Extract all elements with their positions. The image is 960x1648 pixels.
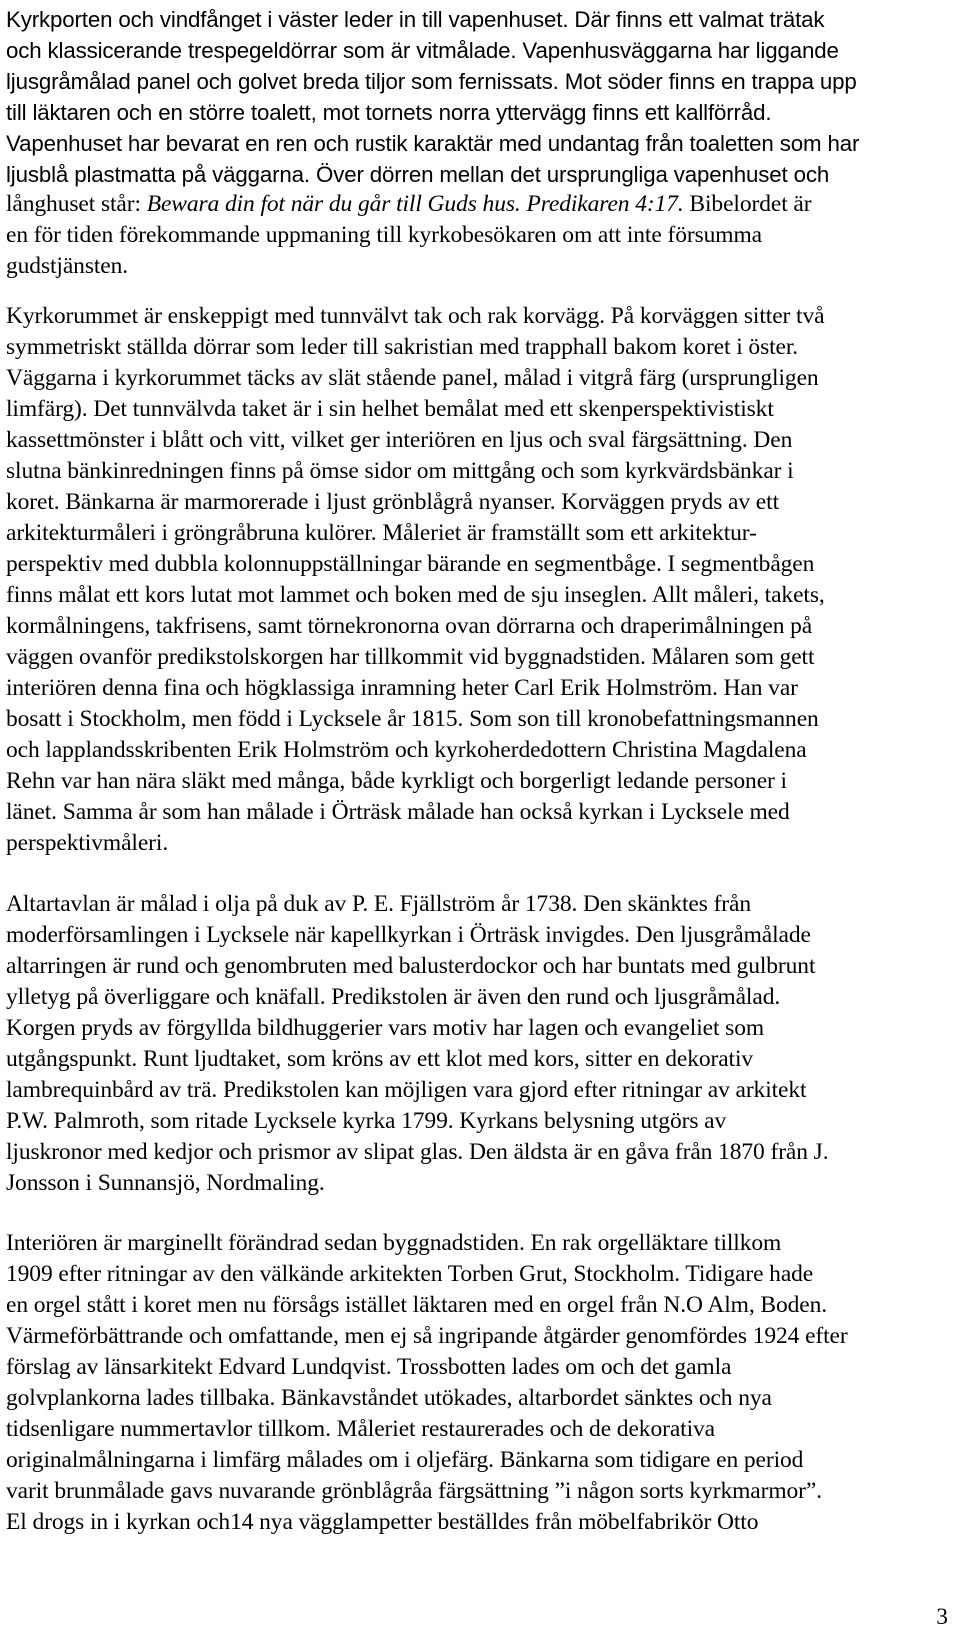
text-line: arkitekturmåleri i gröngråbruna kulörer. Måleriet är framställt som ett arkitektur- — [6, 520, 757, 546]
text-line: ljuskronor med kedjor och prismor av slipat glas. Den äldsta är en gåva från 1870 från J. — [6, 1139, 829, 1165]
text-line: utgångspunkt. Runt ljudtaket, som kröns av ett klot med kors, sitter en dekorativ — [6, 1046, 754, 1072]
text-line: koret. Bänkarna är marmorerade i ljust grönblågrå nyanser. Korväggen pryds av ett — [6, 489, 780, 515]
text-line: ljusgråmålad panel och golvet breda tiljor som fernissats. Mot söder finns en trappa upp — [6, 69, 857, 94]
text-line: 1909 efter ritningar av den välkände arkitekten Torben Grut, Stockholm. Tidigare hade — [6, 1261, 814, 1287]
bible-quote: Bewara din fot när du går till Guds hus. Predikaren 4:17. — [146, 191, 684, 217]
text-line: golvplankorna lades tillbaka. Bänkavståndet utökades, altarbordet sänktes och nya — [6, 1385, 772, 1411]
text-line: Rehn var han nära släkt med många, både kyrkligt och borgerligt ledande personer i — [6, 768, 787, 794]
text-line: Korgen pryds av förgyllda bildhuggerier vars motiv har lagen och evangeliet som — [6, 1015, 765, 1041]
text-line: Vapenhuset har bevarat en ren och rustik karaktär med undantag från toaletten som har — [6, 131, 860, 156]
text-line: slutna bänkinredningen finns på ömse sidor om mittgång och som kyrkvärdsbänkar i — [6, 458, 794, 484]
text-line: finns målat ett kors lutat mot lammet och boken med de sju inseglen. Allt måleri, takets, — [6, 582, 825, 608]
text-line: altarringen är rund och genombruten med balusterdockor och har buntats med gulbrunt — [6, 953, 816, 979]
text-line: moderförsamlingen i Lycksele när kapellkyrkan i Örträsk invigdes. Den ljusgråmålade — [6, 922, 811, 948]
page-number: 3 — [936, 1604, 948, 1630]
text-line: originalmålningarna i limfärg målades om i oljefärg. Bänkarna som tidigare en period — [6, 1447, 804, 1473]
text-line: Altartavlan är målad i olja på duk av P. E. Fjällström år 1738. Den skänktes från — [6, 891, 752, 917]
text-line: kassettmönster i blått och vitt, vilket ger interiören en ljus och sval färgsättning. Den — [6, 427, 793, 453]
text-line: perspektivmåleri. — [6, 830, 169, 856]
text-line: varit brunmålade gavs nuvarande grönblågråa färgsättning ”i någon sorts kyrkmarmor”. — [6, 1478, 823, 1504]
line-prefix: långhuset står: — [6, 191, 147, 217]
text-line: symmetriskt ställda dörrar som leder till sakristian med trapphall bakom koret i öster. — [6, 334, 799, 360]
text-line: lambrequinbård av trä. Predikstolen kan möjligen vara gjord efter ritningar av arkitekt — [6, 1077, 807, 1103]
text-line: en orgel stått i koret men nu försågs istället läktaren med en orgel från N.O Alm, Boden. — [6, 1292, 828, 1318]
text-line: perspektiv med dubbla kolonnuppställningar bärande en segmentbåge. I segmentbågen — [6, 551, 815, 577]
text-line: Kyrkporten och vindfånget i väster leder in till vapenhuset. Där finns ett valmat trätak — [6, 7, 825, 32]
text-line: länet. Samma år som han målade i Örträsk målade han också kyrkan i Lycksele med — [6, 799, 790, 825]
text-line: Väggarna i kyrkorummet täcks av slät stående panel, målad i vitgrå färg (ursprungligen — [6, 365, 819, 391]
text-line: Värmeförbättrande och omfattande, men ej så ingripande åtgärder genomfördes 1924 efter — [6, 1323, 848, 1349]
text-line: Interiören är marginellt förändrad sedan byggnadstiden. En rak orgelläktare tillkom — [6, 1230, 782, 1256]
text-line: kormålningens, takfrisens, samt törnekronorna ovan dörrarna och draperimålningen på — [6, 613, 813, 639]
text-line: Jonsson i Sunnansjö, Nordmaling. — [6, 1170, 325, 1196]
text-line: förslag av länsarkitekt Edvard Lundqvist. Trossbotten lades om och det gamla — [6, 1354, 732, 1380]
text-line: och klassicerande trespegeldörrar som är vitmålade. Vapenhusväggarna har liggande — [6, 38, 839, 63]
line-suffix: Bibelordet är — [683, 191, 812, 217]
text-line: El drogs in i kyrkan och14 nya vägglampetter beställdes från möbelfabrikör Otto — [6, 1509, 759, 1535]
text-line: till läktaren och en större toalett, mot tornets norra yttervägg finns ett kallförråd. — [6, 100, 772, 125]
text-line: väggen ovanför predikstolskorgen har tillkommit vid byggnadstiden. Målaren som gett — [6, 644, 815, 670]
text-line: bosatt i Stockholm, men född i Lycksele år 1815. Som son till kronobefattningsmannen — [6, 706, 819, 732]
text-line: en för tiden förekommande uppmaning till kyrkobesökaren om att inte försumma — [6, 222, 762, 248]
text-line: interiören denna fina och högklassiga inramning heter Carl Erik Holmström. Han var — [6, 675, 798, 701]
text-line: gudstjänsten. — [6, 253, 129, 279]
text-line-with-quote — [6, 189, 811, 220]
text-line: och lapplandsskribenten Erik Holmström och kyrkoherdedottern Christina Magdalena — [6, 737, 807, 763]
text-line: ljusblå plastmatta på väggarna. Över dörren mellan det ursprungliga vapenhuset och — [6, 162, 830, 187]
text-line: tidsenligare nummertavlor tillkom. Måleriet restaurerades och de dekorativa — [6, 1416, 715, 1442]
text-line: P.W. Palmroth, som ritade Lycksele kyrka 1799. Kyrkans belysning utgörs av — [6, 1108, 727, 1134]
text-line: limfärg). Det tunnvälvda taket är i sin helhet bemålat med ett skenperspektivistiskt — [6, 396, 774, 422]
text-line: ylletyg på överliggare och knäfall. Predikstolen är även den rund och ljusgråmålad. — [6, 984, 781, 1010]
text-line: Kyrkorummet är enskeppigt med tunnvälvt tak och rak korvägg. På korväggen sitter två — [6, 303, 825, 329]
